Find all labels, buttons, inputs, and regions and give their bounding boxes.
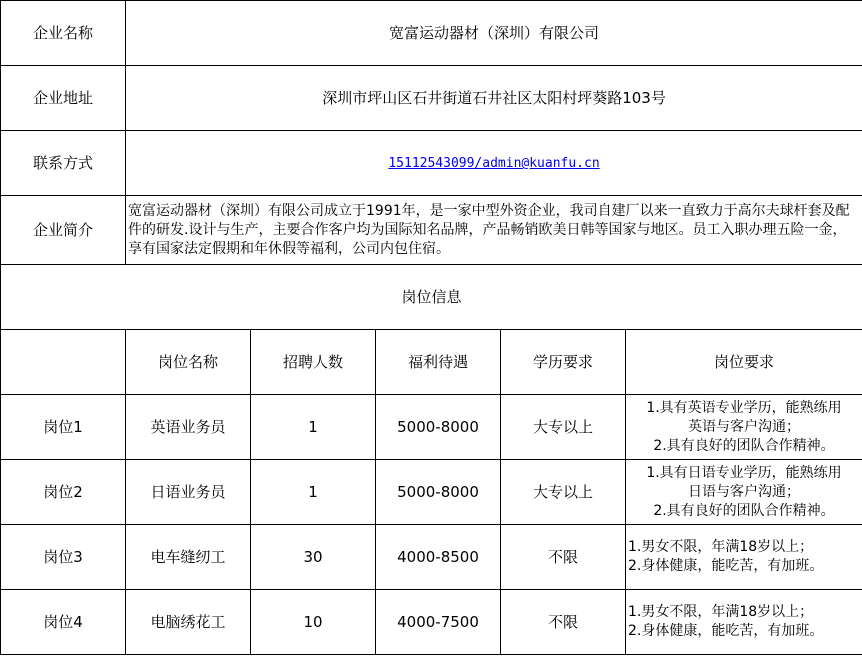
job-requirements (626, 460, 862, 525)
table-row (1, 525, 862, 590)
company-contact-label: 联系方式 (1, 131, 126, 196)
company-name-label: 企业名称 (1, 1, 126, 66)
company-address-label: 企业地址 (1, 66, 126, 131)
job-name: 日语业务员 (126, 460, 251, 525)
header-job-requirements: 岗位要求 (626, 330, 862, 395)
job-label: 岗位1 (1, 395, 126, 460)
job-salary: 4000-7500 (376, 590, 501, 655)
header-empty-cell (1, 330, 126, 395)
requirement-line: 2.具有良好的团队合作精神。 (653, 502, 835, 519)
requirement-line: 1.具有英语专业学历，能熟练用 (646, 399, 842, 416)
job-name: 英语业务员 (126, 395, 251, 460)
job-label: 岗位4 (1, 590, 126, 655)
requirement-line: 1.男女不限，年满18岁以上； (628, 539, 814, 555)
requirement-line: 日语与客户沟通； (688, 483, 800, 500)
table-row (1, 395, 862, 460)
job-count: 1 (251, 460, 376, 525)
job-label: 岗位3 (1, 525, 126, 590)
company-intro-value: 宽富运动器材（深圳）有限公司成立于1991年，是一家中型外资企业，我司自建厂以来一直致力于高尔夫球杆套及配件的研发.设计与生产，主要合作客户均为国际知名品牌，产品畅销欧美日韩等国家与地区。员工入职办理五险一金，享有国家法定假期和年休假等福利，公司内包住宿。 (126, 196, 862, 265)
job-education: 不限 (501, 525, 626, 590)
table-row (1, 460, 862, 525)
company-intro-label: 企业简介 (1, 196, 126, 265)
company-address-value: 深圳市坪山区石井街道石井社区太阳村坪葵路103号 (126, 66, 862, 131)
job-name: 电车缝纫工 (126, 525, 251, 590)
company-name-value: 宽富运动器材（深圳）有限公司 (126, 1, 862, 66)
requirement-line: 1.男女不限，年满18岁以上； (628, 604, 814, 620)
job-requirements (626, 525, 862, 590)
job-education: 不限 (501, 590, 626, 655)
table-row (1, 590, 862, 655)
header-job-count: 招聘人数 (251, 330, 376, 395)
job-salary: 4000-8500 (376, 525, 501, 590)
company-contact-cell (126, 131, 862, 196)
requirement-line: 英语与客户沟通； (688, 418, 800, 435)
requirement-line: 2.身体健康，能吃苦，有加班。 (628, 558, 824, 574)
requirement-line: 1.具有日语专业学历，能熟练用 (646, 464, 842, 481)
job-education: 大专以上 (501, 395, 626, 460)
header-job-salary: 福利待遇 (376, 330, 501, 395)
job-requirements (626, 590, 862, 655)
job-name: 电脑绣花工 (126, 590, 251, 655)
job-requirements (626, 395, 862, 460)
job-salary: 5000-8000 (376, 460, 501, 525)
company-intro-row (1, 196, 862, 265)
company-contact-row (1, 131, 862, 196)
jobs-header-row (1, 330, 862, 395)
job-label: 岗位2 (1, 460, 126, 525)
jobs-section-title: 岗位信息 (1, 265, 862, 330)
requirement-line: 2.身体健康，能吃苦，有加班。 (628, 623, 824, 639)
jobs-section-row (1, 265, 862, 330)
contact-link[interactable]: 15112543099/admin@kuanfu.cn (388, 156, 600, 171)
job-count: 10 (251, 590, 376, 655)
job-count: 1 (251, 395, 376, 460)
header-job-education: 学历要求 (501, 330, 626, 395)
requirement-line: 2.具有良好的团队合作精神。 (653, 437, 835, 454)
job-salary: 5000-8000 (376, 395, 501, 460)
job-count: 30 (251, 525, 376, 590)
header-job-name: 岗位名称 (126, 330, 251, 395)
job-education: 大专以上 (501, 460, 626, 525)
company-name-row (1, 1, 862, 66)
company-address-row (1, 66, 862, 131)
